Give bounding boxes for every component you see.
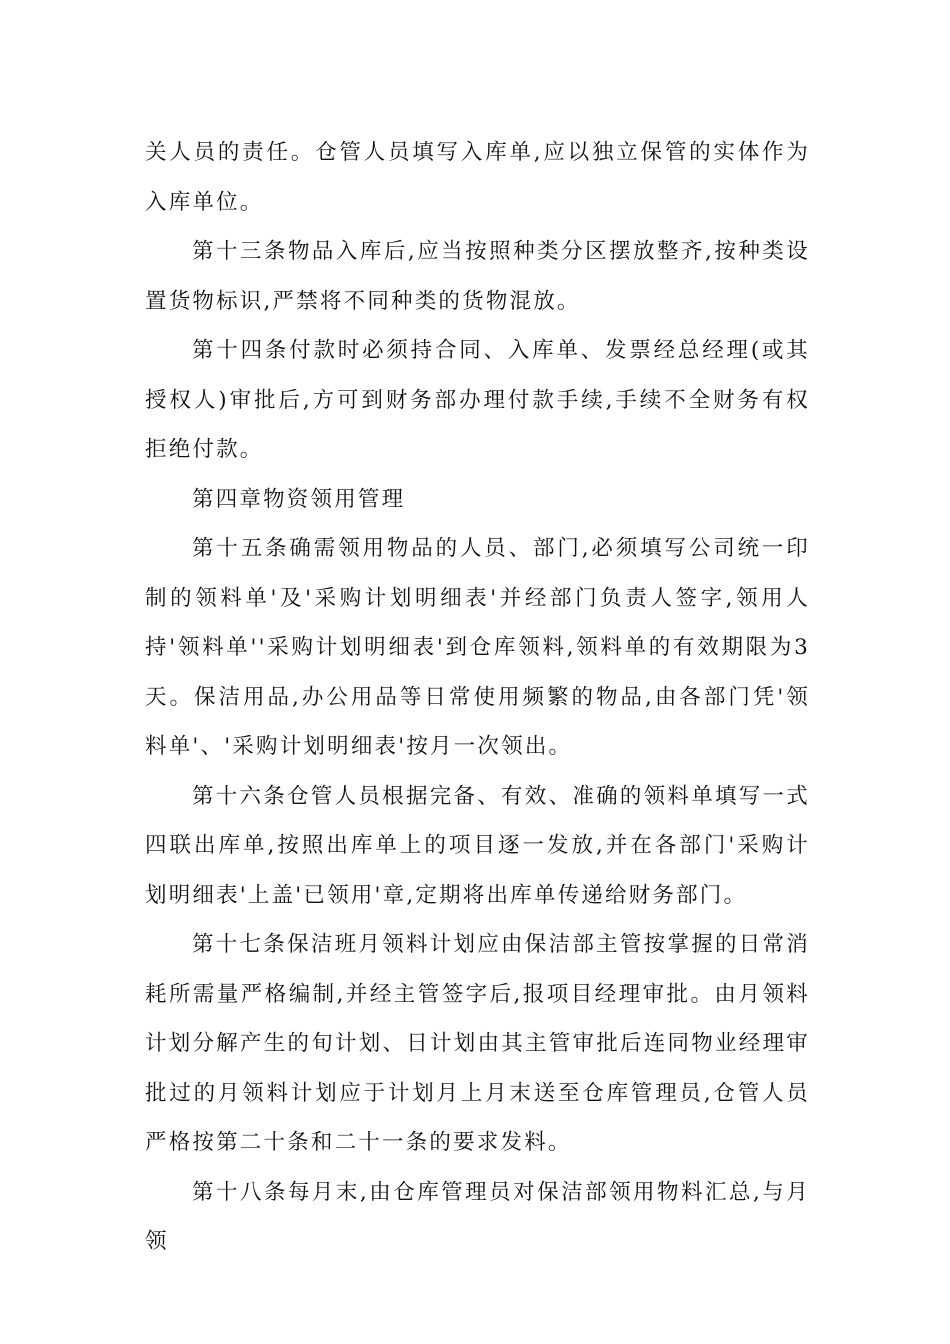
- paragraph-article-15: 第十五条确需领用物品的人员、部门,必须填写公司统一印制的领料单'及'采购计划明细表'并经部门负责人签字,领用人持'领料单''采购计划明细表'到仓库领料,领料单的有效期限为3天。保洁用品,办公用品等日常使用频繁的物品,由各部门凭'领料单'、'采购计划明细表'按月一次领出。: [145, 536, 810, 759]
- paragraph-article-14: 第十四条付款时必须持合同、入库单、发票经总经理(或其授权人)审批后,方可到财务部办理付款手续,手续不全财务有权拒绝付款。: [145, 338, 810, 462]
- paragraph-continuation: 关人员的责任。仓管人员填写入库单,应以独立保管的实体作为入库单位。: [145, 140, 810, 215]
- paragraph-article-13: 第十三条物品入库后,应当按照种类分区摆放整齐,按种类设置货物标识,严禁将不同种类的货物混放。: [145, 239, 810, 314]
- paragraph-article-17: 第十七条保洁班月领料计划应由保洁部主管按掌握的日常消耗所需量严格编制,并经主管签字后,报项目经理审批。由月领料计划分解产生的旬计划、日计划由其主管审批后连同物业经理审批过的月领料计划应于计划月上月末送至仓库管理员,仓管人员严格按第二十条和二十一条的要求发料。: [145, 932, 810, 1155]
- paragraph-article-18: 第十八条每月末,由仓库管理员对保洁部领用物料汇总,与月领: [145, 1179, 810, 1254]
- chapter-heading-4: 第四章物资领用管理: [192, 486, 406, 512]
- paragraph-article-16: 第十六条仓管人员根据完备、有效、准确的领料单填写一式四联出库单,按照出库单上的项目逐一发放,并在各部门'采购计划明细表'上盖'已领用'章,定期将出库单传递给财务部门。: [145, 783, 810, 908]
- document-body: [145, 128, 810, 1267]
